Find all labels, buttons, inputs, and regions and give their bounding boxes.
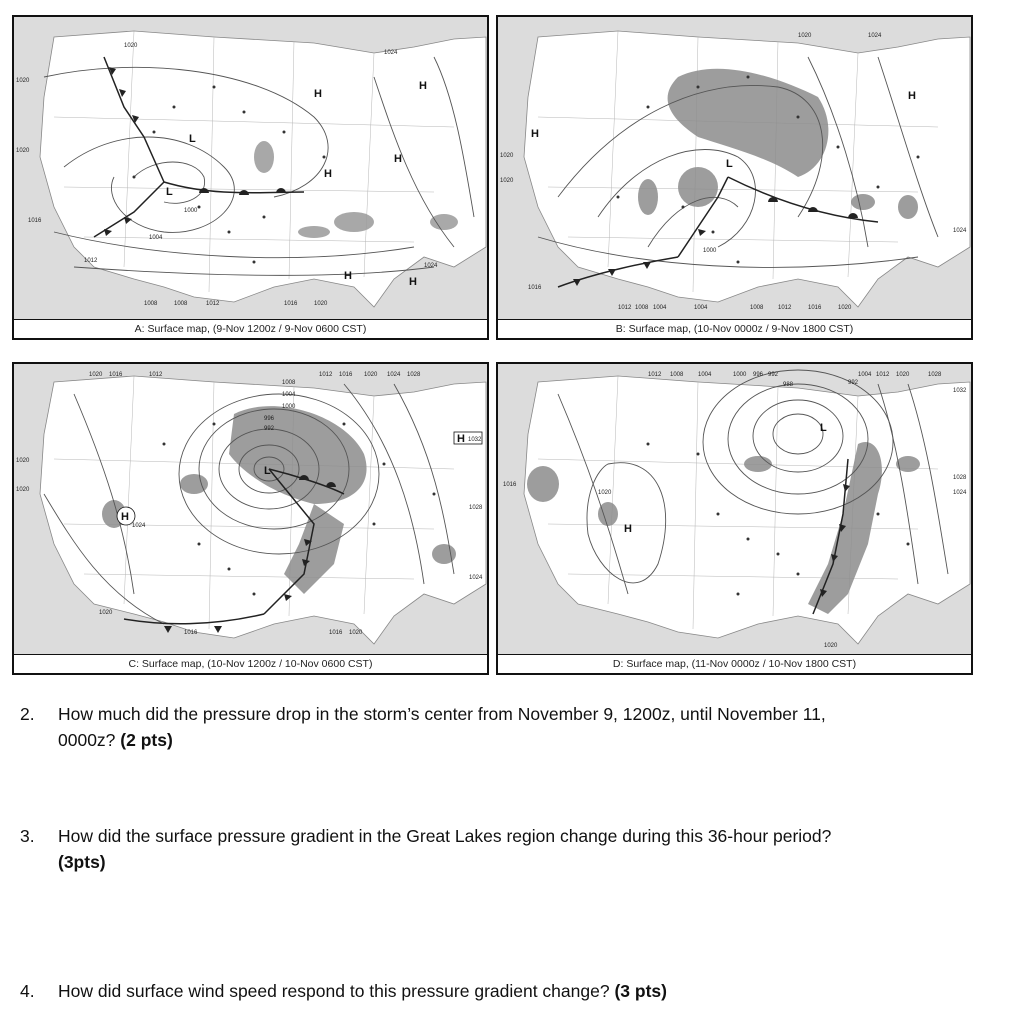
high-pressure-marker: H [344, 270, 352, 282]
isobar-label: 1012 [648, 372, 662, 378]
map-caption-c: C: Surface map, (10-Nov 1200z / 10-Nov 0600 CST) [14, 654, 487, 673]
isobar-label: 1020 [16, 78, 30, 84]
isobar-label: 1028 [953, 475, 967, 481]
question-number: 3. [20, 826, 35, 846]
isobar-label: 1020 [314, 301, 328, 307]
isobar-label: 992 [848, 380, 859, 386]
isobar-label: 1008 [750, 305, 764, 311]
question-2 [20, 701, 1016, 753]
high-pressure-marker: H [394, 153, 402, 165]
isobar-label: 1016 [808, 305, 822, 311]
isobar-label: 1012 [618, 305, 632, 311]
isobar-label: 1008 [282, 380, 296, 386]
isobar-label: 1012 [84, 258, 98, 264]
isobar-label: 1020 [500, 178, 514, 184]
high-pressure-marker: H [324, 168, 332, 180]
isobar-label: 1024 [868, 33, 882, 39]
isobar-label: 1020 [824, 643, 838, 649]
high-pressure-value: 1024 [132, 523, 146, 529]
map-caption-b: B: Surface map, (10-Nov 0000z / 9-Nov 1800 CST) [498, 319, 971, 338]
high-pressure-marker: H [457, 433, 465, 445]
isobar-label: 1020 [16, 458, 30, 464]
isobar-label: 1020 [16, 487, 30, 493]
isobar-label: 1000 [282, 404, 296, 410]
question-points: (3pts) [58, 852, 106, 872]
isobar-label: 988 [783, 382, 794, 388]
question-number: 4. [20, 981, 35, 1001]
isobar-label: 1020 [89, 372, 103, 378]
isobar-label: 1012 [876, 372, 890, 378]
isobar-label: 1028 [469, 505, 483, 511]
low-pressure-marker: L [189, 133, 196, 145]
isobar-label: 1016 [339, 372, 353, 378]
isobar-label: 1020 [364, 372, 378, 378]
isobar-label: 1012 [206, 301, 220, 307]
map-caption-d: D: Surface map, (11-Nov 0000z / 10-Nov 1800 CST) [498, 654, 971, 673]
isobar-label: 992 [264, 426, 275, 432]
isobar-label: 996 [264, 416, 275, 422]
isobar-label: 1016 [528, 285, 542, 291]
high-pressure-value: 1032 [468, 437, 482, 443]
high-pressure-marker: H [419, 80, 427, 92]
high-pressure-marker: H [314, 88, 322, 100]
low-pressure-marker: L [166, 186, 173, 198]
surface-map-b [498, 17, 971, 321]
question-4 [20, 978, 1016, 1004]
isobar-label: 1016 [184, 630, 198, 636]
question-3 [20, 823, 1016, 875]
isobar-label: 996 [753, 372, 764, 378]
isobar-label: 1028 [407, 372, 421, 378]
high-pressure-marker: H [121, 511, 129, 523]
isobar-label: 1008 [174, 301, 188, 307]
isobar-label: 1020 [798, 33, 812, 39]
isobar-label: 1004 [698, 372, 712, 378]
map-panel-c [12, 362, 489, 675]
isobar-label: 1024 [424, 263, 438, 269]
isobar-label: 1020 [349, 630, 363, 636]
question-points: (3 pts) [614, 981, 667, 1001]
low-pressure-marker: L [726, 158, 733, 170]
question-text: How did surface wind speed respond to this pressure gradient change? [58, 981, 610, 1001]
isobar-label: 1020 [16, 148, 30, 154]
question-text: How much did the pressure drop in the storm’s center from November 9, 1200z, until November 11, [58, 704, 826, 724]
isobar-label: 1024 [384, 50, 398, 56]
isobar-label: 1016 [284, 301, 298, 307]
isobar-label: 1000 [733, 372, 747, 378]
high-pressure-marker: H [531, 128, 539, 140]
isobar-label: 1012 [319, 372, 333, 378]
high-pressure-marker: H [908, 90, 916, 102]
isobar-label: 1008 [670, 372, 684, 378]
question-text: How did the surface pressure gradient in the Great Lakes region change during this 36-hour period? [58, 826, 832, 846]
low-pressure-marker: L [820, 422, 827, 434]
isobar-label: 1016 [503, 482, 517, 488]
isobar-label: 1000 [703, 248, 717, 254]
isobar-label: 1024 [953, 228, 967, 234]
isobar-label: 1024 [387, 372, 401, 378]
isobar-label: 1028 [928, 372, 942, 378]
isobar-label: 992 [768, 372, 779, 378]
question-text: 0000z? [58, 730, 116, 750]
isobar-label: 1012 [778, 305, 792, 311]
isobar-label: 1024 [469, 575, 483, 581]
question-number: 2. [20, 704, 35, 724]
isobar-label: 1020 [896, 372, 910, 378]
surface-map-d [498, 364, 971, 656]
isobar-label: 1032 [953, 388, 967, 394]
isobar-label: 1008 [144, 301, 158, 307]
isobar-label: 1020 [598, 490, 612, 496]
isobar-label: 1024 [953, 490, 967, 496]
surface-map-c [14, 364, 487, 656]
question-points: (2 pts) [120, 730, 173, 750]
isobar-label: 1000 [184, 208, 198, 214]
high-pressure-marker: H [624, 523, 632, 535]
map-panel-b [496, 15, 973, 340]
map-panel-d [496, 362, 973, 675]
map-panel-a [12, 15, 489, 340]
isobar-label: 1016 [109, 372, 123, 378]
isobar-label: 1016 [28, 218, 42, 224]
low-pressure-marker: L [264, 465, 271, 477]
surface-map-a [14, 17, 487, 321]
isobar-label: 1008 [635, 305, 649, 311]
isobar-label: 1004 [149, 235, 163, 241]
isobar-label: 1020 [500, 153, 514, 159]
isobar-label: 1020 [838, 305, 852, 311]
isobar-label: 1004 [858, 372, 872, 378]
high-pressure-marker: H [409, 276, 417, 288]
isobar-label: 1004 [282, 392, 296, 398]
isobar-label: 1012 [149, 372, 163, 378]
map-caption-a: A: Surface map, (9-Nov 1200z / 9-Nov 0600 CST) [14, 319, 487, 338]
isobar-label: 1020 [99, 610, 113, 616]
isobar-label: 1020 [124, 43, 138, 49]
isobar-label: 1004 [653, 305, 667, 311]
isobar-label: 1004 [694, 305, 708, 311]
isobar-label: 1016 [329, 630, 343, 636]
